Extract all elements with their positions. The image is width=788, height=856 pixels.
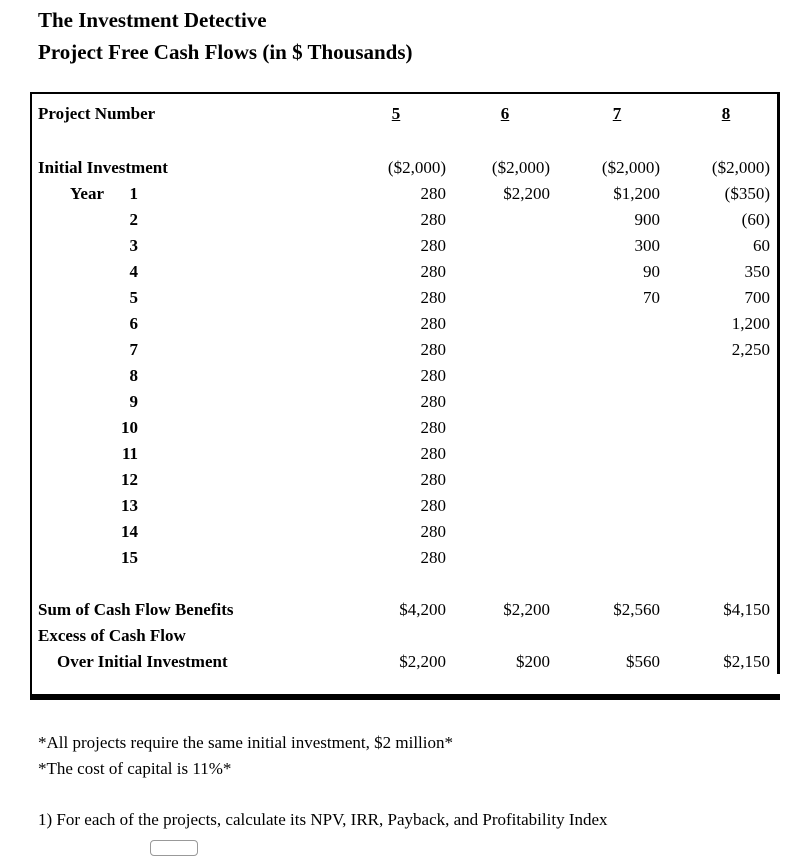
excess-value: $200 [516, 652, 550, 671]
year-label: Year [70, 184, 104, 203]
year-number: 3 [129, 236, 138, 255]
cash-flow-value: 280 [420, 418, 446, 437]
year-number: 4 [129, 262, 138, 281]
cash-flow-value: 280 [420, 366, 446, 385]
initial-investment-label: Initial Investment [38, 158, 168, 177]
year-number: 2 [129, 210, 138, 229]
year-number: 6 [129, 314, 138, 333]
cash-flow-value: 280 [420, 444, 446, 463]
project-header-5: 5 [391, 104, 401, 123]
excess-label-line2: Over Initial Investment [57, 652, 228, 671]
cash-flow-value: 280 [420, 470, 446, 489]
year-number: 1 [129, 184, 138, 203]
cash-flow-value: 280 [420, 392, 446, 411]
initial-investment-value: ($2,000) [491, 158, 550, 177]
cash-flow-value: 70 [643, 288, 660, 307]
cash-flow-value: $1,200 [613, 184, 660, 203]
year-number: 9 [129, 392, 138, 411]
cash-flow-value: 280 [420, 496, 446, 515]
year-number: 10 [121, 418, 138, 437]
year-number: 14 [121, 522, 138, 541]
project-header-6: 6 [500, 104, 510, 123]
document-subtitle: Project Free Cash Flows (in $ Thousands) [38, 40, 413, 64]
project-header-7: 7 [612, 104, 622, 123]
excess-value: $2,200 [399, 652, 446, 671]
table-bottom-border [30, 694, 780, 700]
cash-flow-value: 280 [420, 262, 446, 281]
sum-value: $4,200 [399, 600, 446, 619]
cash-flow-value: 350 [744, 262, 770, 281]
cash-flow-value: (60) [741, 210, 770, 229]
year-number: 7 [129, 340, 138, 359]
cash-flow-value: 280 [420, 314, 446, 333]
table-right-border [777, 94, 780, 674]
cash-flow-value: 300 [634, 236, 660, 255]
cash-flow-value: 1,200 [731, 314, 770, 333]
project-number-label: Project Number [38, 104, 156, 123]
cash-flow-value: 280 [420, 210, 446, 229]
cash-flow-value: 280 [420, 340, 446, 359]
sum-value: $2,200 [503, 600, 550, 619]
cash-flow-value: 280 [420, 236, 446, 255]
sum-value: $4,150 [723, 600, 770, 619]
initial-investment-value: ($2,000) [711, 158, 770, 177]
sum-label: Sum of Cash Flow Benefits [38, 600, 234, 619]
cash-flow-value: 2,250 [731, 340, 770, 359]
year-number: 5 [129, 288, 138, 307]
year-number: 12 [121, 470, 138, 489]
cash-flow-value: 280 [420, 288, 446, 307]
year-number: 11 [121, 444, 138, 463]
cash-flow-value: 280 [420, 184, 446, 203]
year-number: 15 [121, 548, 138, 567]
year-number: 13 [121, 496, 138, 515]
initial-investment-value: ($2,000) [601, 158, 660, 177]
excess-label-line1: Excess of Cash Flow [38, 626, 186, 645]
project-header-8: 8 [721, 104, 731, 123]
year-number: 8 [129, 366, 138, 385]
cash-flow-value: 90 [643, 262, 660, 281]
cash-flow-value: 280 [420, 522, 446, 541]
excess-value: $560 [626, 652, 660, 671]
cash-flow-value: 700 [744, 288, 770, 307]
cash-flow-value: 280 [420, 548, 446, 567]
initial-investment-value: ($2,000) [387, 158, 446, 177]
sum-value: $2,560 [613, 600, 660, 619]
cash-flow-value: 900 [634, 210, 660, 229]
document-title: The Investment Detective [38, 8, 267, 32]
note-cost-of-capital: *The cost of capital is 11%* [38, 759, 232, 778]
cash-flow-value: $2,200 [503, 184, 550, 203]
cash-flow-value: 60 [753, 236, 770, 255]
cash-flow-value: ($350) [724, 184, 770, 203]
note-initial-investment: *All projects require the same initial investment, $2 million* [38, 733, 453, 752]
question-text: 1) For each of the projects, calculate its NPV, IRR, Payback, and Profitability Index [38, 810, 608, 829]
partial-control[interactable] [150, 840, 198, 856]
excess-value: $2,150 [723, 652, 770, 671]
